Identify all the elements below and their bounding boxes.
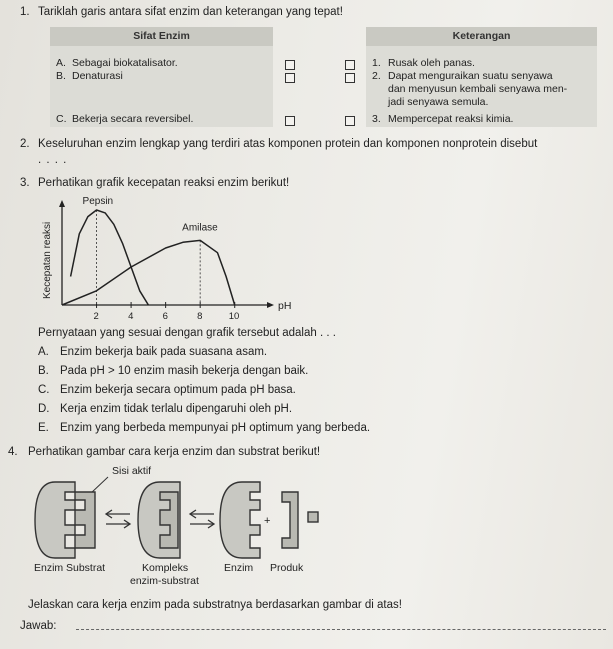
q3-option-b: Pada pH > 10 enzim masih bekerja dengan baik. bbox=[60, 365, 309, 377]
q3-letter-c: C. bbox=[38, 384, 50, 396]
label-enzyme-2: Enzim bbox=[224, 562, 254, 574]
q2-blank: . . . . bbox=[38, 154, 68, 166]
trait-table bbox=[50, 27, 273, 127]
desc-3: Mempercepat reaksi kimia. bbox=[388, 113, 514, 125]
y-axis-arrow bbox=[59, 200, 65, 207]
x-tick-label: 10 bbox=[228, 311, 240, 322]
trait-c: Bekerja secara reversibel. bbox=[72, 113, 194, 125]
match-box-b[interactable] bbox=[285, 73, 295, 83]
label-complex-1: Kompleks bbox=[142, 562, 189, 574]
desc-1: Rusak oleh panas. bbox=[388, 57, 475, 69]
reversible-arrow-2 bbox=[190, 510, 214, 528]
y-axis-label: Kecepatan reaksi bbox=[42, 221, 53, 299]
substrate-shape-1 bbox=[75, 492, 95, 548]
q1-number: 1. bbox=[20, 6, 30, 18]
plus-sign: + bbox=[264, 515, 271, 527]
x-axis-arrow bbox=[267, 302, 274, 308]
desc-num-1: 1. bbox=[372, 57, 381, 69]
label-complex-2: enzim-substrat bbox=[130, 575, 199, 587]
series-label-pepsin: Pepsin bbox=[82, 196, 114, 207]
enzyme-substrate-diagram bbox=[20, 460, 340, 590]
label-enzyme: Enzim bbox=[34, 562, 64, 574]
trait-letter-c: C. bbox=[56, 113, 67, 125]
enzyme-substrate-complex bbox=[138, 482, 180, 558]
description-table bbox=[366, 27, 597, 127]
q3-letter-b: B. bbox=[38, 365, 49, 377]
q1-prompt: Tariklah garis antara sifat enzim dan keterangan yang tepat! bbox=[38, 6, 343, 18]
label-substrate: Substrat bbox=[66, 562, 106, 574]
series-label-amilase: Amilase bbox=[182, 222, 218, 234]
label-product: Produk bbox=[270, 562, 304, 574]
trait-a: Sebagai biokatalisator. bbox=[72, 57, 178, 69]
series-pepsin-line bbox=[71, 210, 149, 305]
match-box-1[interactable] bbox=[345, 60, 355, 70]
q4-question: Jelaskan cara kerja enzim pada substratnya berdasarkan gambar di atas! bbox=[28, 599, 402, 611]
active-site-label: Sisi aktif bbox=[112, 465, 152, 477]
q3-prompt: Perhatikan grafik kecepatan reaksi enzim berikut! bbox=[38, 177, 290, 189]
match-box-c[interactable] bbox=[285, 116, 295, 126]
desc-2-line3: jadi senyawa semula. bbox=[388, 96, 489, 108]
trait-letter-a: A. bbox=[56, 57, 66, 69]
q4-number: 4. bbox=[8, 446, 18, 458]
x-tick-label: 2 bbox=[93, 311, 99, 322]
q3-letter-d: D. bbox=[38, 403, 50, 415]
desc-num-2: 2. bbox=[372, 70, 381, 82]
q3-number: 3. bbox=[20, 177, 30, 189]
series-amilase-line bbox=[62, 240, 235, 305]
q3-statement: Pernyataan yang sesuai dengan grafik tersebut adalah . . . bbox=[38, 327, 336, 339]
match-box-2[interactable] bbox=[345, 73, 355, 83]
reversible-arrow-1 bbox=[106, 510, 130, 528]
q2-number: 2. bbox=[20, 138, 30, 150]
desc-2-line2: dan menyusun kembali senyawa men- bbox=[388, 83, 568, 95]
reaction-rate-chart bbox=[20, 192, 292, 322]
q4-prompt: Perhatikan gambar cara kerja enzim dan substrat berikut! bbox=[28, 446, 321, 458]
x-tick-label: 4 bbox=[128, 311, 134, 322]
enzyme-shape-1 bbox=[35, 482, 75, 558]
desc-num-3: 3. bbox=[372, 113, 381, 125]
x-axis-label: pH bbox=[278, 300, 292, 312]
q3-option-d: Kerja enzim tidak terlalu dipengaruhi oleh pH. bbox=[60, 403, 293, 415]
enzyme-shape-2 bbox=[220, 482, 260, 558]
x-tick-label: 8 bbox=[197, 311, 203, 322]
q3-letter-a: A. bbox=[38, 346, 49, 358]
q3-option-c: Enzim bekerja secara optimum pada pH basa. bbox=[60, 384, 296, 396]
desc-2-line1: Dapat menguraikan suatu senyawa bbox=[388, 70, 553, 82]
q3-option-e: Enzim yang berbeda mempunyai pH optimum yang berbeda. bbox=[60, 422, 371, 434]
product-shape bbox=[282, 492, 318, 548]
q2-prompt: Keseluruhan enzim lengkap yang terdiri atas komponen protein dan komponen nonprotein disebut bbox=[38, 138, 538, 150]
description-table-header: Keterangan bbox=[366, 27, 597, 46]
answer-label: Jawab: bbox=[20, 620, 57, 632]
answer-line[interactable] bbox=[76, 628, 606, 630]
match-box-3[interactable] bbox=[345, 116, 355, 126]
q3-letter-e: E. bbox=[38, 422, 49, 434]
trait-table-header: Sifat Enzim bbox=[50, 27, 273, 46]
match-box-a[interactable] bbox=[285, 60, 295, 70]
trait-b: Denaturasi bbox=[72, 70, 123, 82]
q3-option-a: Enzim bekerja baik pada suasana asam. bbox=[60, 346, 268, 358]
trait-letter-b: B. bbox=[56, 70, 66, 82]
x-tick-label: 6 bbox=[162, 311, 168, 322]
